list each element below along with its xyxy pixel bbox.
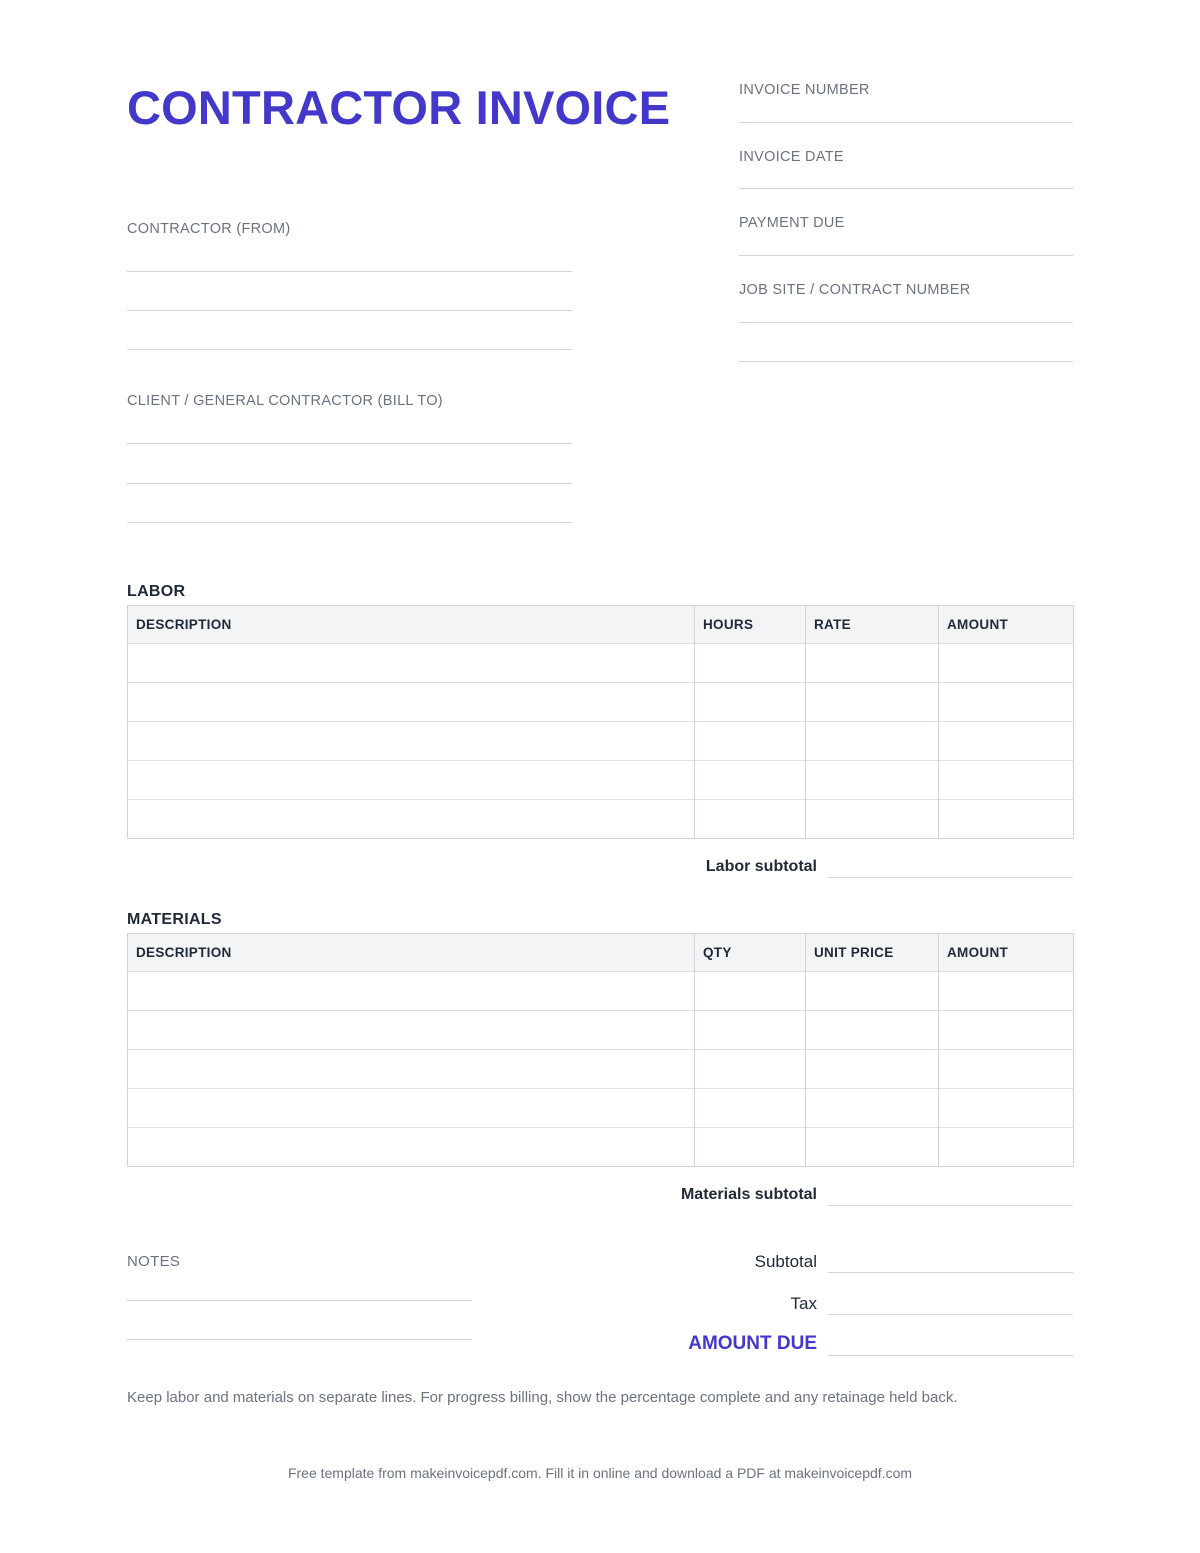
qty-cell[interactable]: [695, 1050, 806, 1089]
notes-label: NOTES: [127, 1253, 181, 1270]
labor-subtotal-label: Labor subtotal: [705, 858, 817, 875]
tax-field[interactable]: [828, 1314, 1073, 1315]
tax-label: Tax: [790, 1294, 817, 1313]
materials-col-unit-price: UNIT PRICE: [806, 934, 939, 972]
materials-section-title: MATERIALS: [127, 911, 222, 928]
rate-cell[interactable]: [806, 722, 939, 761]
contractor-line-2[interactable]: [127, 310, 572, 311]
table-row: [128, 1050, 1074, 1089]
contractor-line-1[interactable]: [127, 271, 572, 272]
invoice-number-field[interactable]: [739, 122, 1073, 123]
amount-cell[interactable]: [939, 1011, 1074, 1050]
amount-due-label: AMOUNT DUE: [688, 1333, 817, 1354]
amount-cell[interactable]: [939, 800, 1074, 839]
unit-price-cell[interactable]: [806, 1089, 939, 1128]
qty-cell[interactable]: [695, 1011, 806, 1050]
notes-line-1[interactable]: [127, 1300, 472, 1301]
table-row: [128, 1011, 1074, 1050]
rate-cell[interactable]: [806, 644, 939, 683]
client-line-2[interactable]: [127, 483, 572, 484]
amount-cell[interactable]: [939, 761, 1074, 800]
unit-price-cell[interactable]: [806, 1128, 939, 1167]
materials-subtotal-field[interactable]: [828, 1205, 1073, 1206]
table-row: [128, 761, 1074, 800]
job-site-label: JOB SITE / CONTRACT NUMBER: [739, 282, 971, 298]
table-row: [128, 683, 1074, 722]
subtotal-label: Subtotal: [754, 1252, 817, 1271]
qty-cell[interactable]: [695, 1128, 806, 1167]
qty-cell[interactable]: [695, 1089, 806, 1128]
notes-line-2[interactable]: [127, 1339, 472, 1340]
description-cell[interactable]: [128, 1128, 695, 1167]
table-row: [128, 644, 1074, 683]
description-cell[interactable]: [128, 1050, 695, 1089]
labor-col-amount: AMOUNT: [939, 606, 1074, 644]
rate-cell[interactable]: [806, 761, 939, 800]
labor-col-description: DESCRIPTION: [128, 606, 695, 644]
table-row: [128, 1128, 1074, 1167]
job-site-field-2[interactable]: [739, 361, 1073, 362]
client-line-3[interactable]: [127, 522, 572, 523]
hours-cell[interactable]: [695, 722, 806, 761]
rate-cell[interactable]: [806, 800, 939, 839]
amount-cell[interactable]: [939, 1050, 1074, 1089]
materials-col-description: DESCRIPTION: [128, 934, 695, 972]
client-label: CLIENT / GENERAL CONTRACTOR (BILL TO): [127, 393, 443, 409]
hours-cell[interactable]: [695, 761, 806, 800]
invoice-title: CONTRACTOR INVOICE: [127, 81, 671, 134]
table-row: [128, 1089, 1074, 1128]
unit-price-cell[interactable]: [806, 1050, 939, 1089]
unit-price-cell[interactable]: [806, 972, 939, 1011]
amount-due-field[interactable]: [828, 1355, 1073, 1356]
materials-table: [127, 933, 1074, 1167]
materials-col-amount: AMOUNT: [939, 934, 1074, 972]
amount-cell[interactable]: [939, 644, 1074, 683]
hours-cell[interactable]: [695, 800, 806, 839]
amount-cell[interactable]: [939, 722, 1074, 761]
rate-cell[interactable]: [806, 683, 939, 722]
hours-cell[interactable]: [695, 683, 806, 722]
materials-header-row: [128, 934, 1074, 972]
job-site-field[interactable]: [739, 322, 1073, 323]
description-cell[interactable]: [128, 1089, 695, 1128]
footer-credit: Free template from makeinvoicepdf.com. Fill it in online and download a PDF at makeinvoicepdf.com: [287, 1465, 913, 1481]
description-cell[interactable]: [128, 644, 695, 683]
contractor-label: CONTRACTOR (FROM): [127, 221, 291, 237]
table-row: [128, 972, 1074, 1011]
labor-subtotal-field[interactable]: [828, 877, 1073, 878]
qty-cell[interactable]: [695, 972, 806, 1011]
materials-subtotal-label: Materials subtotal: [680, 1186, 817, 1203]
description-cell[interactable]: [128, 683, 695, 722]
labor-section-title: LABOR: [127, 583, 186, 600]
description-cell[interactable]: [128, 1011, 695, 1050]
unit-price-cell[interactable]: [806, 1011, 939, 1050]
hours-cell[interactable]: [695, 644, 806, 683]
amount-cell[interactable]: [939, 1128, 1074, 1167]
invoice-date-field[interactable]: [739, 188, 1073, 189]
client-line-1[interactable]: [127, 443, 572, 444]
description-cell[interactable]: [128, 761, 695, 800]
payment-due-label: PAYMENT DUE: [739, 215, 845, 231]
labor-col-hours: HOURS: [695, 606, 806, 644]
labor-col-rate: RATE: [806, 606, 939, 644]
billing-instructions: Keep labor and materials on separate lines. For progress billing, show the percentage complete and any retainage held back.: [127, 1389, 958, 1406]
description-cell[interactable]: [128, 722, 695, 761]
description-cell[interactable]: [128, 972, 695, 1011]
amount-cell[interactable]: [939, 683, 1074, 722]
description-cell[interactable]: [128, 800, 695, 839]
contractor-line-3[interactable]: [127, 349, 572, 350]
subtotal-field[interactable]: [828, 1272, 1073, 1273]
table-row: [128, 800, 1074, 839]
table-row: [128, 722, 1074, 761]
materials-col-qty: QTY: [695, 934, 806, 972]
invoice-date-label: INVOICE DATE: [739, 149, 844, 165]
labor-header-row: [128, 606, 1074, 644]
amount-cell[interactable]: [939, 972, 1074, 1011]
labor-table: [127, 605, 1074, 839]
amount-cell[interactable]: [939, 1089, 1074, 1128]
payment-due-field[interactable]: [739, 255, 1073, 256]
invoice-number-label: INVOICE NUMBER: [739, 82, 870, 98]
